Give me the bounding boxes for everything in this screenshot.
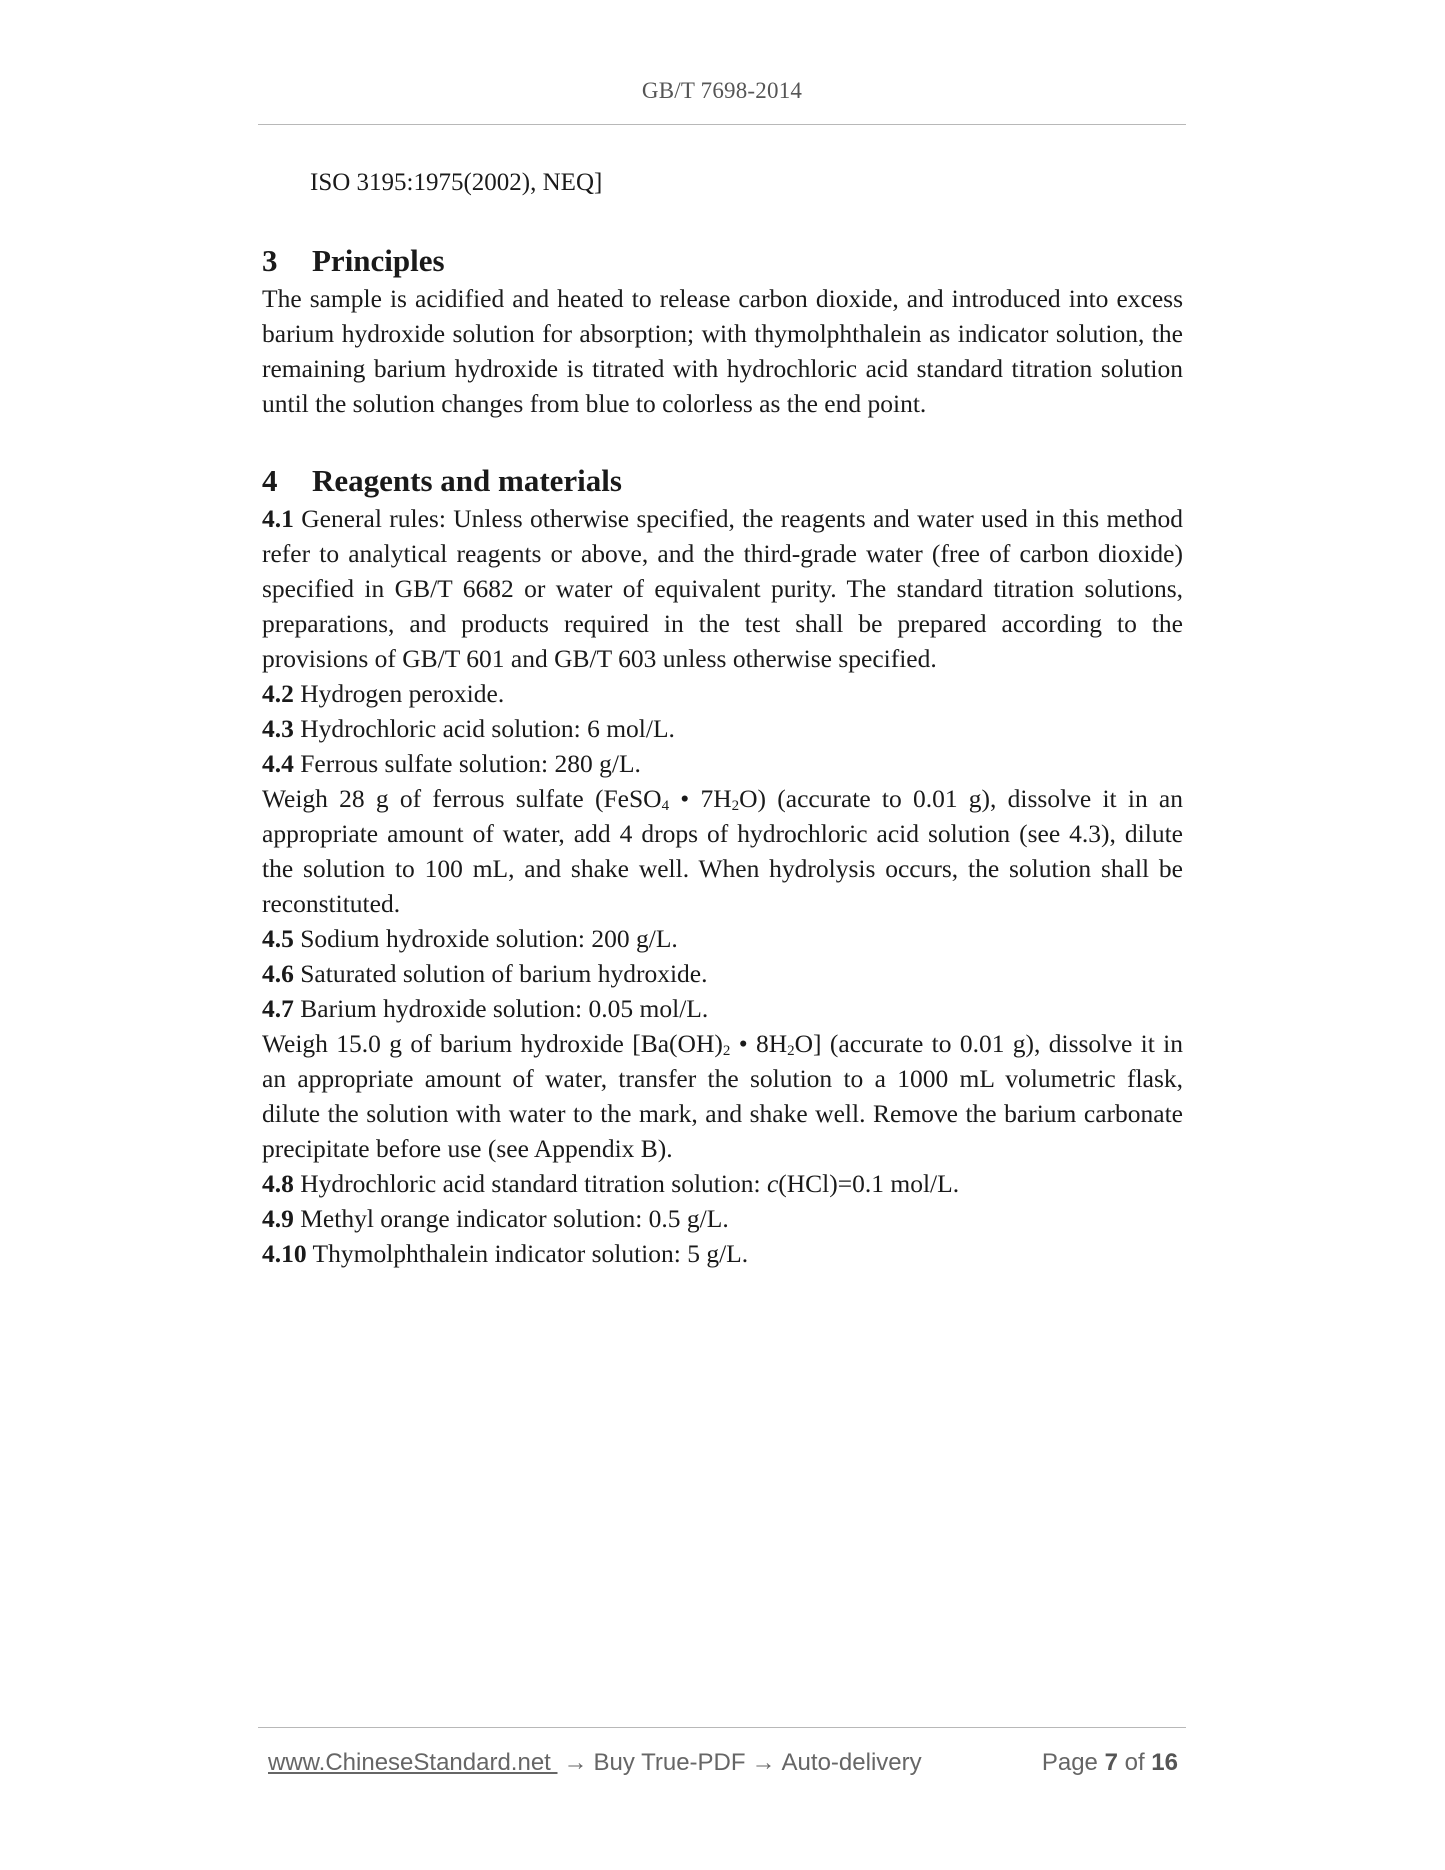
website-link[interactable]: www.ChineseStandard.net bbox=[268, 1749, 558, 1776]
page-number bbox=[1042, 1749, 1178, 1777]
clause-number: 4.9 bbox=[262, 1204, 294, 1233]
clause-text: General rules: Unless otherwise specified, the reagents and water used in this method refer to analytical reagents or above, and the third-grade water (free of carbon dioxide) specified in GB/T 6682 or water of equivalent purity. The standard titration solutions, preparations, and products required in the test shall be prepared according to the provisions of GB/T 601 and GB/T 603 unless otherwise specified. bbox=[262, 504, 1184, 673]
auto-delivery-text: Auto-delivery bbox=[781, 1749, 922, 1776]
arrow-right-icon: → bbox=[751, 1749, 776, 1776]
clause-number: 4.10 bbox=[262, 1239, 307, 1268]
current-page: 7 bbox=[1104, 1749, 1118, 1776]
preparation-text: Weigh 15.0 g of barium hydroxide [Ba(OH) bbox=[262, 1029, 723, 1058]
clause-4-1 bbox=[262, 501, 1183, 676]
clause-4-3 bbox=[262, 711, 1183, 746]
page-body bbox=[262, 165, 1183, 1271]
preparation-text: • 7H bbox=[669, 784, 732, 813]
clause-text: Thymolphthalein indicator solution: 5 g/L. bbox=[312, 1239, 749, 1268]
clause-4-4-preparation bbox=[262, 781, 1183, 921]
clause-number: 4.2 bbox=[262, 679, 294, 708]
clause-text: Hydrochloric acid solution: 6 mol/L. bbox=[300, 714, 675, 743]
clause-text: Saturated solution of barium hydroxide. bbox=[300, 959, 708, 988]
clause-4-7-preparation bbox=[262, 1026, 1183, 1166]
subscript: 2 bbox=[722, 1043, 731, 1059]
preparation-text: • 8H bbox=[730, 1029, 788, 1058]
principles-paragraph: The sample is acidified and heated to release carbon dioxide, and introduced into excess barium hydroxide solution for absorption; with thymolphthalein as indicator solution, the remaining barium hydroxide is titrated with hydrochloric acid standard titration solution until the solution changes from blue to colorless as the end point. bbox=[262, 284, 1183, 418]
clause-number: 4.8 bbox=[262, 1169, 294, 1198]
section-3-heading bbox=[262, 241, 1183, 281]
section-number: 4 bbox=[262, 463, 278, 498]
clause-text: (HCl)=0.1 mol/L. bbox=[778, 1169, 960, 1198]
preparation-text: O] (accurate to 0.01 g), dissolve it in an appropriate amount of water, transfer the solution to a 1000 mL volumetric flask, dilute the solution with water to the mark, and shake well. Remove the barium carbonate precipitate before use (see Appendix B). bbox=[262, 1029, 1184, 1163]
subscript: 2 bbox=[787, 1043, 795, 1059]
section-title: Principles bbox=[312, 243, 445, 278]
preparation-text: O) (accurate to 0.01 g), dissolve it in an appropriate amount of water, add 4 drops of hydrochloric acid solution (see 4.3), dilute the solution to 100 mL, and shake well. When hydrolysis occurs, the solution shall be reconstituted. bbox=[262, 784, 1183, 918]
page-footer bbox=[268, 1749, 1178, 1777]
clause-text: Sodium hydroxide solution: 200 g/L. bbox=[300, 924, 678, 953]
footer-links bbox=[268, 1749, 922, 1777]
clause-number: 4.1 bbox=[262, 504, 294, 533]
concentration-symbol: c bbox=[766, 1169, 779, 1198]
of-word: of bbox=[1124, 1749, 1145, 1776]
section-number: 3 bbox=[262, 243, 278, 278]
section-title: Reagents and materials bbox=[312, 463, 622, 498]
clause-text: Barium hydroxide solution: 0.05 mol/L. bbox=[300, 994, 709, 1023]
clause-4-10 bbox=[262, 1236, 1183, 1271]
clause-4-4 bbox=[262, 746, 1183, 781]
preparation-text: Weigh 28 g of ferrous sulfate (FeSO bbox=[262, 784, 662, 813]
clause-4-5 bbox=[262, 921, 1183, 956]
footer-divider bbox=[258, 1727, 1186, 1728]
subscript: 2 bbox=[731, 798, 740, 814]
arrow-right-icon: → bbox=[563, 1749, 588, 1776]
running-header: GB/T 7698-2014 bbox=[641, 78, 803, 103]
clause-4-7 bbox=[262, 991, 1183, 1026]
buy-true-pdf-text: Buy True-PDF bbox=[593, 1749, 746, 1776]
clause-4-6 bbox=[262, 956, 1183, 991]
clause-text: Hydrogen peroxide. bbox=[300, 679, 505, 708]
clause-4-2 bbox=[262, 676, 1183, 711]
clause-text: Ferrous sulfate solution: 280 g/L. bbox=[300, 749, 641, 778]
clause-text: Hydrochloric acid standard titration solution: bbox=[300, 1169, 767, 1198]
normative-reference-note: ISO 3195:1975(2002), NEQ] bbox=[310, 169, 603, 196]
page-word: Page bbox=[1041, 1749, 1098, 1776]
clause-number: 4.4 bbox=[262, 749, 294, 778]
clause-4-9 bbox=[262, 1201, 1183, 1236]
subscript: 4 bbox=[661, 798, 670, 814]
total-pages: 16 bbox=[1151, 1749, 1178, 1776]
clause-4-8 bbox=[262, 1166, 1183, 1201]
clause-number: 4.6 bbox=[262, 959, 294, 988]
header-divider bbox=[258, 124, 1186, 125]
clause-number: 4.7 bbox=[262, 994, 294, 1023]
clause-number: 4.5 bbox=[262, 924, 294, 953]
section-4-heading bbox=[262, 461, 1183, 501]
clause-text: Methyl orange indicator solution: 0.5 g/L. bbox=[300, 1204, 729, 1233]
clause-number: 4.3 bbox=[262, 714, 294, 743]
